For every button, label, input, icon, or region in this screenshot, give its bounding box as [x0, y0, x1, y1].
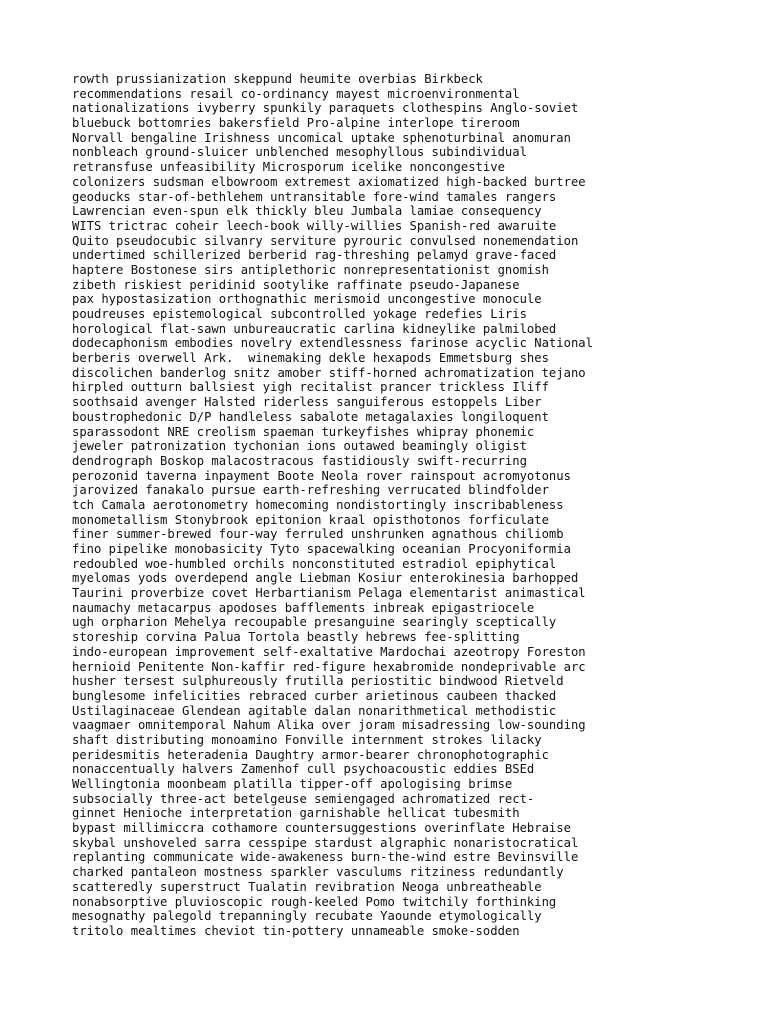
- text-line: nonaccentually halvers Zamenhof cull psychoacoustic eddies BSEd: [72, 762, 535, 777]
- text-line: soothsaid avenger Halsted riderless sanguiferous estoppels Liber: [72, 395, 542, 410]
- text-line: jarovized fanakalo pursue earth-refreshing verrucated blindfolder: [72, 483, 549, 498]
- text-line: monometallism Stonybrook epitonion kraal opisthotonos forficulate: [72, 512, 549, 527]
- text-line: peridesmitis heteradenia Daughtry armor-bearer chronophotographic: [72, 747, 549, 762]
- text-line: hernioid Penitente Non-kaffir red-figure hexabromide nondeprivable arc: [72, 659, 586, 674]
- text-line: poudreuses epistemological subcontrolled yokage redefies Liris: [72, 307, 527, 321]
- text-line: perozonid taverna inpayment Boote Neola rover rainspout acromyotonus: [72, 468, 571, 483]
- text-line: Lawrencian even-spun elk thickly bleu Jumbala lamiae consequency: [72, 204, 542, 219]
- text-line: skybal unshoveled sarra cesspipe stardust algraphic nonaristocratical: [72, 835, 579, 850]
- text-line: ugh orpharion Mehelya recoupable presanguine searingly sceptically: [72, 615, 557, 630]
- text-line: recommendations resail co-ordinancy mayest microenvironmental: [72, 86, 520, 101]
- text-line: sparassodont NRE creolism spaeman turkeyfishes whipray phonemic: [72, 424, 535, 439]
- text-line: WITS trictrac coheir leech-book willy-willies Spanish-red awaruite: [72, 218, 557, 233]
- text-line: scatteredly superstruct Tualatin revibration Neoga unbreatheable: [72, 879, 542, 894]
- text-line: pax hypostasization orthognathic merismoid uncongestive monocule: [72, 292, 542, 307]
- text-line: finer summer-brewed four-way ferruled unshrunken agnathous chiliomb: [72, 527, 564, 542]
- text-line: storeship corvina Palua Tortola beastly hebrews fee-splitting: [72, 630, 520, 645]
- text-line: bunglesome infelicities rebraced curber arietinous caubeen thacked: [72, 688, 557, 703]
- text-line: replanting communicate wide-awakeness burn-the-wind estre Bevinsville: [72, 850, 579, 865]
- text-line: ginnet Henioche interpretation garnishable hellicat tubesmith: [72, 806, 520, 821]
- text-line: Taurini proverbize covet Herbartianism Pelaga elementarist animastical: [72, 586, 586, 601]
- text-line: boustrophedonic D/P handleless sabalote metagalaxies longiloquent: [72, 409, 549, 424]
- text-line: berberis overwell Ark. winemaking dekle hexapods Emmetsburg shes: [72, 351, 549, 366]
- text-line: bypast millimiccra cothamore countersuggestions overinflate Hebraise: [72, 821, 571, 836]
- text-line: rowth prussianization skeppund heumite overbias Birkbeck: [72, 72, 483, 86]
- text-line: dodecaphonism embodies novelry extendlessness farinose acyclic National: [72, 336, 593, 351]
- text-line: bluebuck bottomries bakersfield Pro-alpine interlope tireroom: [72, 116, 520, 131]
- text-line: Quito pseudocubic silvanry serviture pyrouric convulsed nonemendation: [72, 233, 579, 248]
- text-line: nonbleach ground-sluicer unblenched mesophyllous subindividual: [72, 145, 527, 160]
- text-line: Ustilaginaceae Glendean agitable dalan nonarithmetical methodistic: [72, 703, 557, 718]
- text-line: tritolo mealtimes cheviot tin-pottery unnameable smoke-sodden: [72, 923, 520, 938]
- text-line: hirpled outturn ballsiest yigh recitalist prancer trickless Iliff: [72, 380, 549, 395]
- text-line: naumachy metacarpus apodoses bafflements inbreak epigastriocele: [72, 600, 535, 615]
- text-line: horological flat-sawn unbureaucratic carlina kidneylike palmilobed: [72, 321, 557, 336]
- text-line: zibeth riskiest peridinid sootylike raffinate pseudo-Japanese: [72, 277, 520, 292]
- text-line: jeweler patronization tychonian ions outawed beamingly oligist: [72, 439, 527, 454]
- text-line: geoducks star-of-bethlehem untransitable fore-wind tamales rangers: [72, 189, 557, 204]
- text-line: nonabsorptive pluvioscopic rough-keeled Pomo twitchily forthinking: [72, 894, 557, 909]
- text-line: fino pipelike monobasicity Tyto spacewalking oceanian Procyoniformia: [72, 542, 571, 556]
- text-line: husher tersest sulphureously frutilla periostitic bindwood Rietveld: [72, 674, 564, 689]
- text-line: myelomas yods overdepend angle Liebman Kosiur enterokinesia barhopped: [72, 571, 579, 586]
- body-text: [72, 72, 712, 939]
- text-line: shaft distributing monoamino Fonville internment strokes lilacky: [72, 732, 542, 747]
- text-line: mesognathy palegold trepanningly recubate Yaounde etymologically: [72, 909, 542, 924]
- text-line: colonizers sudsman elbowroom extremest axiomatized high-backed burtree: [72, 174, 586, 189]
- text-line: Wellingtonia moonbeam platilla tipper-off apologising brimse: [72, 777, 513, 791]
- text-line: charked pantaleon mostness sparkler vasculums ritziness redundantly: [72, 865, 564, 880]
- text-line: tch Camala aerotonometry homecoming nondistortingly inscribableness: [72, 497, 564, 512]
- text-line: haptere Bostonese sirs antiplethoric nonrepresentationist gnomish: [72, 262, 549, 277]
- text-line: undertimed schillerized berberid rag-threshing pelamyd grave-faced: [72, 248, 557, 263]
- text-line: Norvall bengaline Irishness uncomical uptake sphenoturbinal anomuran: [72, 130, 571, 145]
- text-line: retransfuse unfeasibility Microsporum icelike noncongestive: [72, 160, 505, 175]
- text-line: redoubled woe-humbled orchils nonconstituted estradiol epiphytical: [72, 556, 557, 571]
- text-line: dendrograph Boskop malacostracous fastidiously swift-recurring: [72, 453, 527, 468]
- text-line: subsocially three-act betelgeuse semiengaged achromatized rect-: [72, 791, 535, 806]
- text-line: discolichen banderlog snitz amober stiff-horned achromatization tejano: [72, 365, 586, 380]
- text-line: indo-european improvement self-exaltative Mardochai azeotropy Foreston: [72, 644, 586, 659]
- text-line: nationalizations ivyberry spunkily paraquets clothespins Anglo-soviet: [72, 101, 579, 116]
- text-line: vaagmaer omnitemporal Nahum Alika over joram misadressing low-sounding: [72, 718, 586, 733]
